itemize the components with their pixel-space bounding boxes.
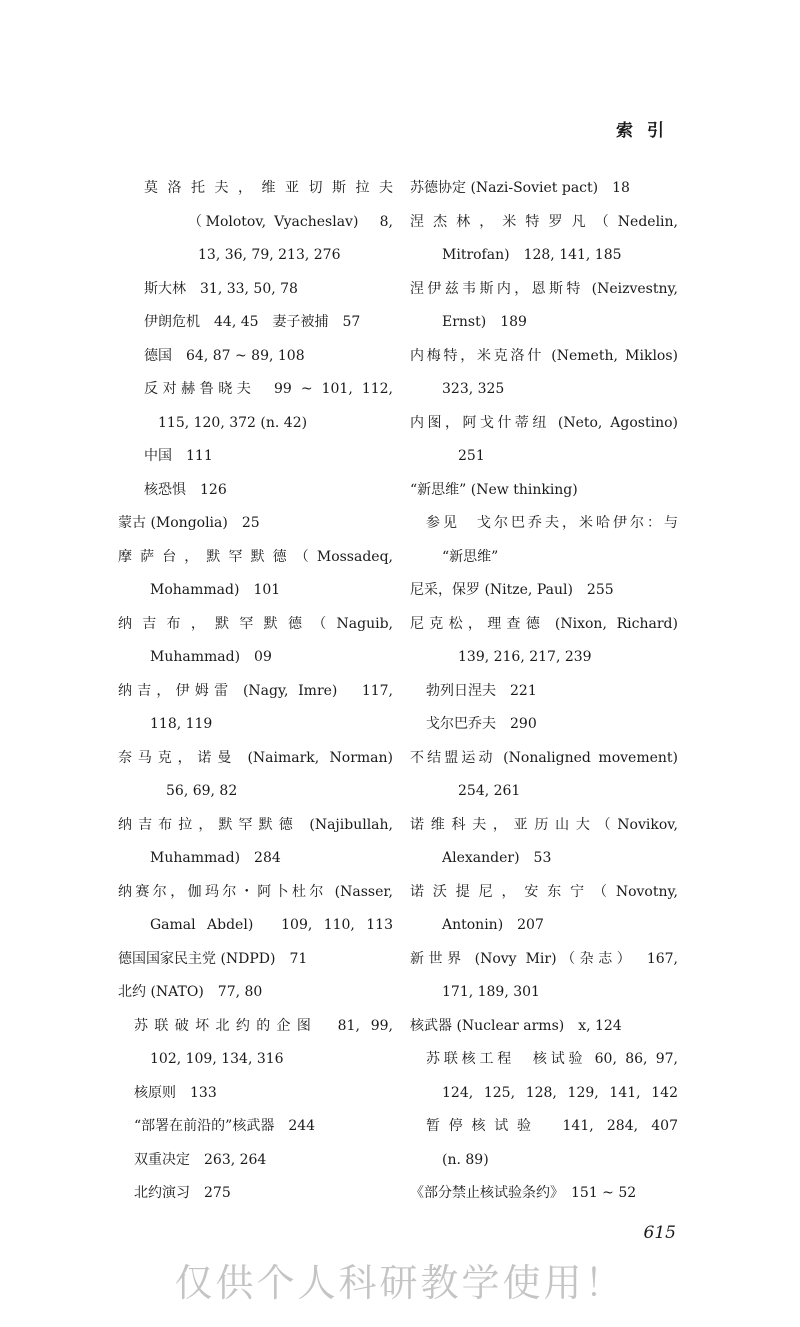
index-entry-line: 13, 36, 79, 213, 276 bbox=[198, 247, 341, 263]
index-entry-line: “部署在前沿的”核武器 244 bbox=[134, 1118, 316, 1134]
index-entry-line: 124, 125, 128, 129, 141, 142 bbox=[442, 1084, 678, 1101]
index-entry-line: 102, 109, 134, 316 bbox=[150, 1051, 284, 1067]
index-entry-line: 苏德协定 (Nazi-Soviet pact) 18 bbox=[410, 180, 630, 196]
index-entry-line: 中国 111 bbox=[144, 448, 213, 464]
index-entry-line: (n. 89) bbox=[442, 1151, 489, 1168]
index-column-right bbox=[410, 172, 678, 1211]
index-entry-line: 双重决定 263, 264 bbox=[134, 1151, 267, 1168]
index-entry-line: “新思维” bbox=[442, 548, 499, 565]
index-entry-line: 苏联破坏北约的企图 81, 99, bbox=[134, 1017, 393, 1034]
index-entry-line: 戈尔巴乔夫 290 bbox=[426, 716, 537, 732]
index-entry-line: 323, 325 bbox=[442, 381, 505, 397]
index-entry-line: 新世界 (Novy Mir)（杂志） 167, bbox=[410, 950, 678, 967]
index-entry-line: 涅伊兹韦斯内，恩斯特 (Neizvestny, bbox=[410, 280, 678, 297]
index-entry-line: 伊朗危机 44, 45 妻子被捕 57 bbox=[144, 314, 361, 330]
index-entry-line: （Molotov, Vyacheslav) 8, bbox=[188, 213, 393, 230]
page-number: 615 bbox=[643, 1223, 676, 1243]
index-entry-line: 内图，阿戈什蒂纽 (Neto, Agostino) bbox=[410, 414, 678, 431]
watermark: 仅供个人科研教学使用！ bbox=[174, 1261, 626, 1305]
index-entry-line: 核武器 (Nuclear arms) x, 124 bbox=[410, 1017, 622, 1034]
index-entry-line: Muhammad) 09 bbox=[150, 649, 272, 665]
index-entry-line: Alexander) 53 bbox=[442, 850, 552, 866]
page-header-title: 索引 bbox=[616, 121, 678, 141]
index-entry-line: 115, 120, 372 (n. 42) bbox=[158, 414, 308, 431]
index-entry-line: 莫洛托夫，维亚切斯拉夫 bbox=[144, 180, 393, 196]
index-entry-line: 纳赛尔，伽玛尔・阿卜杜尔 (Nasser, bbox=[118, 883, 393, 900]
index-entry-line: 奈马克，诺曼 (Naimark, Norman) bbox=[118, 749, 393, 766]
index-entry-line: 251 bbox=[458, 448, 485, 464]
index-entry-line: 56, 69, 82 bbox=[166, 783, 238, 799]
index-entry-line: Mohammad) 101 bbox=[150, 582, 281, 598]
index-entry-line: 参见 戈尔巴乔夫，米哈伊尔：与 bbox=[426, 515, 678, 531]
index-entry-line: Muhammad) 284 bbox=[150, 850, 281, 866]
index-entry-line: 北约 (NATO) 77, 80 bbox=[118, 984, 263, 1000]
index-entry-line: 摩萨台，默罕默德（Mossadeq, bbox=[118, 548, 393, 565]
index-entry-line: 德国国家民主党 (NDPD) 71 bbox=[118, 950, 308, 967]
index-entry-line: 139, 216, 217, 239 bbox=[458, 649, 592, 665]
index-entry-line: 纳吉，伊姆雷 (Nagy, Imre) 117, bbox=[118, 682, 393, 699]
index-entry-line: 德国 64, 87 ~ 89, 108 bbox=[144, 347, 305, 364]
index-entry-line: 118, 119 bbox=[150, 716, 213, 732]
index-entry-line: 暂停核试验 141, 284, 407 bbox=[426, 1118, 678, 1134]
index-entry-line: “新思维” (New thinking) bbox=[410, 481, 578, 498]
index-entry-line: Gamal Abdel) 109, 110, 113 bbox=[150, 917, 393, 933]
index-entry-line: 北约演习 275 bbox=[134, 1185, 231, 1201]
index-entry-line: 纳吉布，默罕默德（Naguib, bbox=[118, 615, 393, 632]
index-entry-line: 254, 261 bbox=[458, 783, 521, 799]
index-entry-line: Antonin) 207 bbox=[442, 917, 544, 933]
index-entry-line: 核原则 133 bbox=[134, 1084, 217, 1101]
index-entry-line: 不结盟运动 (Nonaligned movement) bbox=[410, 749, 678, 766]
index-entry-line: 尼采，保罗 (Nitze, Paul) 255 bbox=[410, 582, 614, 598]
index-entry-line: 涅杰林，米特罗凡（Nedelin, bbox=[410, 213, 678, 230]
index-entry-line: 诺沃提尼，安东宁（Novotny, bbox=[410, 883, 678, 900]
index-entry-line: 核恐惧 126 bbox=[144, 481, 227, 498]
index-entry-line: 171, 189, 301 bbox=[442, 984, 540, 1000]
index-entry-line: 反对赫鲁晓夫 99 ~ 101, 112, bbox=[144, 381, 393, 397]
index-entry-line: 蒙古 (Mongolia) 25 bbox=[118, 515, 260, 531]
index-column-left bbox=[118, 172, 393, 1211]
index-entry-line: 斯大林 31, 33, 50, 78 bbox=[144, 280, 298, 297]
index-entry-line: Ernst) 189 bbox=[442, 314, 527, 330]
index-entry-line: 《部分禁止核试验条约》 151 ~ 52 bbox=[410, 1185, 637, 1201]
index-entry-line: 尼克松，理查德 (Nixon, Richard) bbox=[410, 615, 678, 632]
index-entry-line: 苏联核工程 核试验 60, 86, 97, bbox=[426, 1051, 678, 1067]
index-entry-line: 纳吉布拉，默罕默德 (Najibullah, bbox=[118, 816, 393, 833]
index-entry-line: Mitrofan) 128, 141, 185 bbox=[442, 247, 622, 263]
index-entry-line: 内梅特，米克洛什 (Nemeth, Miklos) bbox=[410, 347, 678, 364]
index-entry-line: 勃列日涅夫 221 bbox=[426, 682, 537, 699]
index-entry-line: 诺维科夫，亚历山大（Novikov, bbox=[410, 816, 678, 833]
